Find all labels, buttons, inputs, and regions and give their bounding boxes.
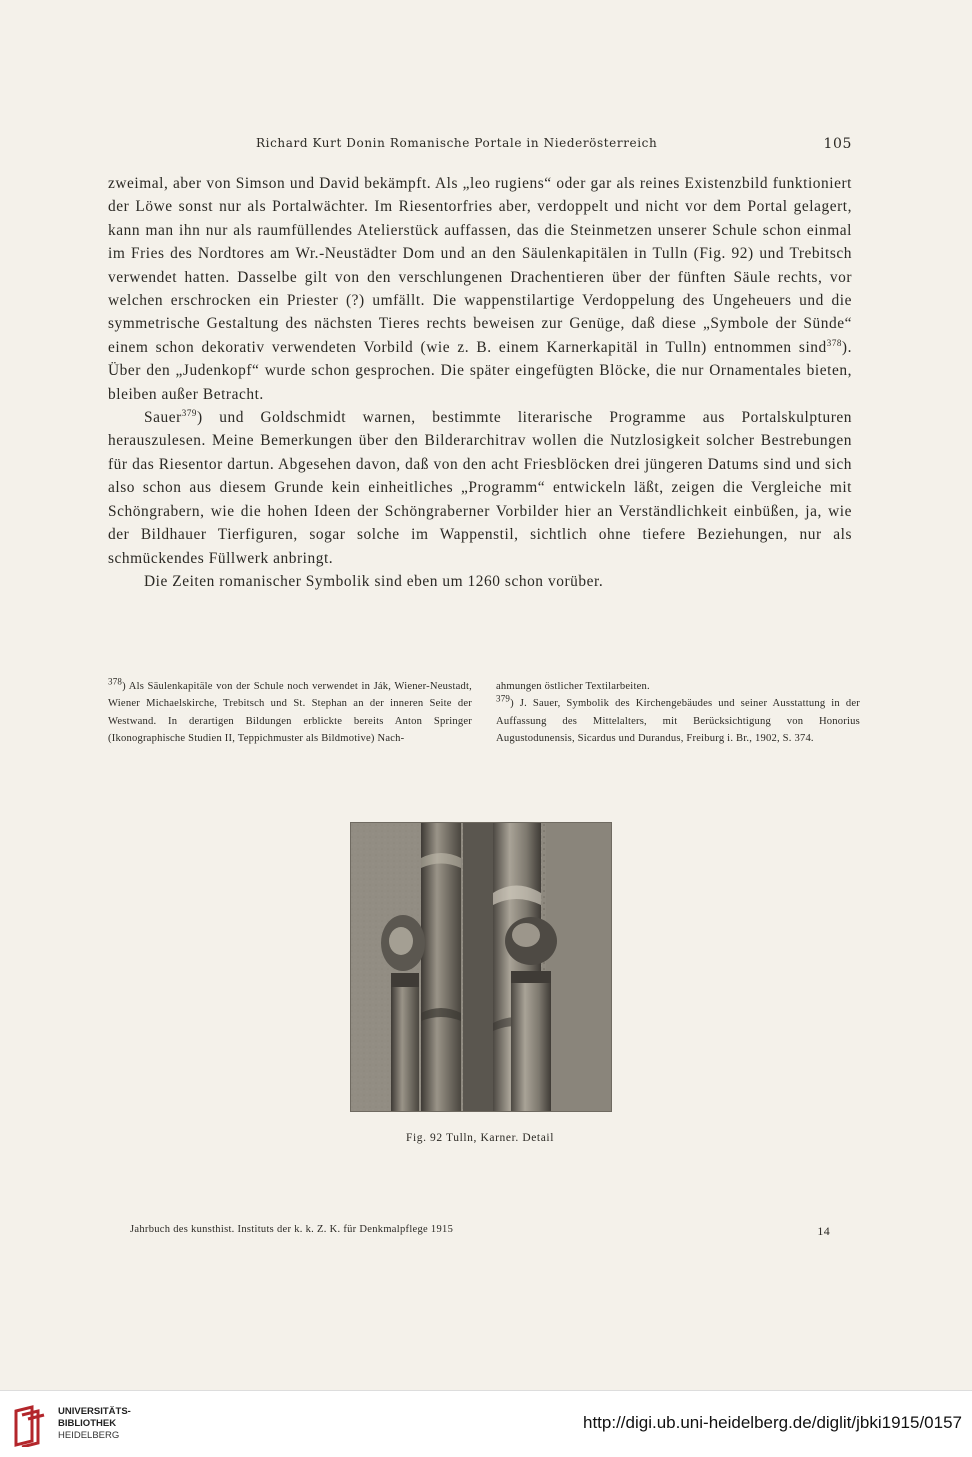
footnote-379-number: 379: [496, 693, 511, 704]
paragraph-2-head: Sauer: [144, 409, 182, 427]
capital-photo-drawing: [351, 823, 611, 1111]
footnote-378-number: 378: [108, 676, 123, 687]
footnote-378-text: ) Als Säulenkapitäle von der Schule noch verwendet in Ják, Wiener-Neustadt, Wiener Michaelskirche, Trebitsch und St. Stephan an der inneren Seite der Westwand. In derartigen Bildungen erblickte bereits Anton Springer (Ikonographische Studien II, Teppichmuster als Bildmotive) Nach-: [108, 681, 472, 745]
paragraph-1-tail: ). Über den „Judenkopf“ wurde schon gesprochen. Die später eingefügten Blöcke, die nur Ornamentales bieten, bleiben außer Betracht.: [108, 338, 852, 403]
paragraph-1-text: zweimal, aber von Simson und David bekämpft. Als „leo rugiens“ oder gar als reines Existenzbild funktioniert der Löwe sonst nur als Portalwächter. Im Riesentorfries aber, verdoppelt und nicht vor dem Portal gelagert, kann man ihn nur als raumfüllendes Atelierstück auffassen, das die Steinmetzen unserer Schule schon einmal im Fries des Nordtores am Wr.-Neustädter Dom und an den Säulenkapitälen in Tulln (Fig. 92) und Trebitsch verwendet hatten. Dasselbe gilt von den verschlungenen Drachentieren über der fünften Säule rechts, vor welchen erschrocken ein Priester (?) umfällt. Die wappenstilartige Verdoppelung des Ungeheuers und die symmetrische Gestaltung des nächsten Tieres rechts beweisen zur Genüge, daß diese „Symbole der Sünde“ einem schon dekorativ verwendeten Vorbild (wie z. B. einem Karnerkapitäl in Tulln) entnommen sind: [108, 175, 852, 356]
running-header: [108, 136, 852, 156]
running-head: Richard Kurt Donin Romanische Portale in Niederösterreich: [256, 136, 658, 150]
paragraph-2: [108, 406, 852, 570]
body-text: [108, 172, 852, 593]
footnote-ref-378: 378: [826, 337, 842, 348]
footnote-column-left: [108, 678, 472, 748]
library-name: [58, 1406, 131, 1442]
figure-photo: [350, 822, 612, 1112]
library-name-line-2: BIBLIOTHEK: [58, 1418, 117, 1429]
library-name-line-3: HEIDELBERG: [58, 1430, 120, 1441]
library-logo-icon: [12, 1405, 52, 1447]
library-name-line-1: UNIVERSITÄTS-: [58, 1406, 131, 1417]
footnote-379: [496, 695, 860, 747]
footnote-378-continued: ahmungen östlicher Textilarbeiten.: [496, 681, 650, 692]
figure-caption: Fig. 92 Tulln, Karner. Detail: [405, 1132, 555, 1144]
footnote-378: [108, 678, 472, 748]
paragraph-3: Die Zeiten romanischer Symbolik sind eben um 1260 schon vorüber.: [144, 572, 604, 590]
signature-mark: 14: [817, 1224, 830, 1238]
journal-footer: Jahrbuch des kunsthist. Instituts der k. k. Z. K. für Denkmalpflege 1915: [130, 1224, 454, 1235]
page-number: 105: [823, 136, 852, 152]
permalink-url[interactable]: http://digi.ub.uni-heidelberg.de/diglit/jbki1915/0157: [583, 1413, 962, 1432]
footnote-379-text: ) J. Sauer, Symbolik des Kirchengebäudes und seiner Ausstattung in der Auffassung des Mittelalters, mit Berücksichtigung von Honorius Augustodunensis, Sicardus und Durandus, Freiburg i. Br., 1902, S. 374.: [496, 698, 860, 745]
footnote-ref-379: 379: [181, 407, 197, 418]
footnote-column-right: [496, 678, 860, 748]
paragraph-1: [108, 172, 852, 406]
paragraph-2-text: ) und Goldschmidt warnen, bestimmte literarische Programme aus Portalskulpturen herauszulesen. Meine Bemerkungen über den Bilderarchitrav wollen die Nutzlosigkeit solcher Bestrebungen für das Riesentor dartun. Abgesehen davon, daß von den acht Friesblöcken drei jüngeren Datums sind und sich also schon aus diesem Grunde kein einheitliches „Programm“ entwickeln läßt, zeigen die Vergleiche mit Schöngrabern, wie die hohen Ideen der Schöngraberner Vorbilder hier an Verständlichkeit einbüßen, ja, wie der Bildhauer Tierfiguren, sogar solche im Wappenstil, sichtlich ohne tiefere Beziehungen, nur als schmückendes Füllwerk anbringt.: [108, 409, 852, 567]
page-footer: [130, 1224, 830, 1242]
library-bar: [0, 1390, 972, 1457]
